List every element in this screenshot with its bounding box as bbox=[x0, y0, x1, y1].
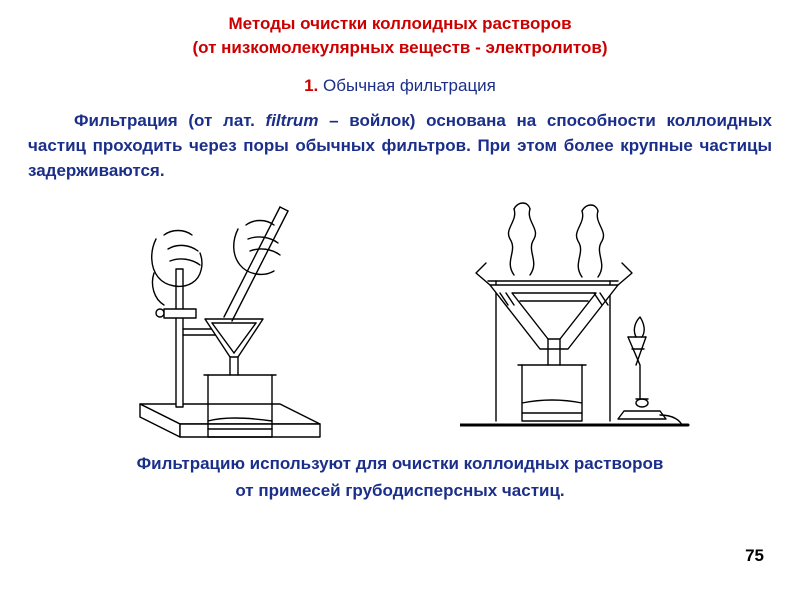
slide-title bbox=[0, 0, 800, 60]
footer-line-2: от примесей грубодисперсных частиц. bbox=[235, 481, 565, 500]
page-number: 75 bbox=[745, 546, 764, 565]
paragraph-part-2: – войлок) основана на способности коллоидных частиц проходить через поры обычных фильтров. При этом более крупные частицы задерживаются. bbox=[28, 111, 772, 180]
title-line-1: Методы очистки коллоидных растворов bbox=[228, 14, 572, 33]
paragraph-part-1: Фильтрация (от лат. bbox=[74, 111, 266, 130]
section-title: Обычная фильтрация bbox=[323, 76, 496, 95]
footer-line-1: Фильтрацию используют для очистки коллоидных растворов bbox=[136, 454, 664, 473]
filtration-with-funnel-and-beaker-illustration bbox=[120, 189, 340, 449]
section-number: 1. bbox=[304, 76, 319, 95]
figures-row bbox=[0, 189, 800, 449]
paragraph-latin-term: filtrum bbox=[265, 111, 319, 130]
title-line-2: (от низкомолекулярных веществ - электролитов) bbox=[192, 38, 608, 57]
hot-filtration-with-burner-illustration bbox=[460, 189, 690, 449]
body-paragraph bbox=[28, 108, 772, 183]
section-subtitle bbox=[0, 76, 800, 96]
